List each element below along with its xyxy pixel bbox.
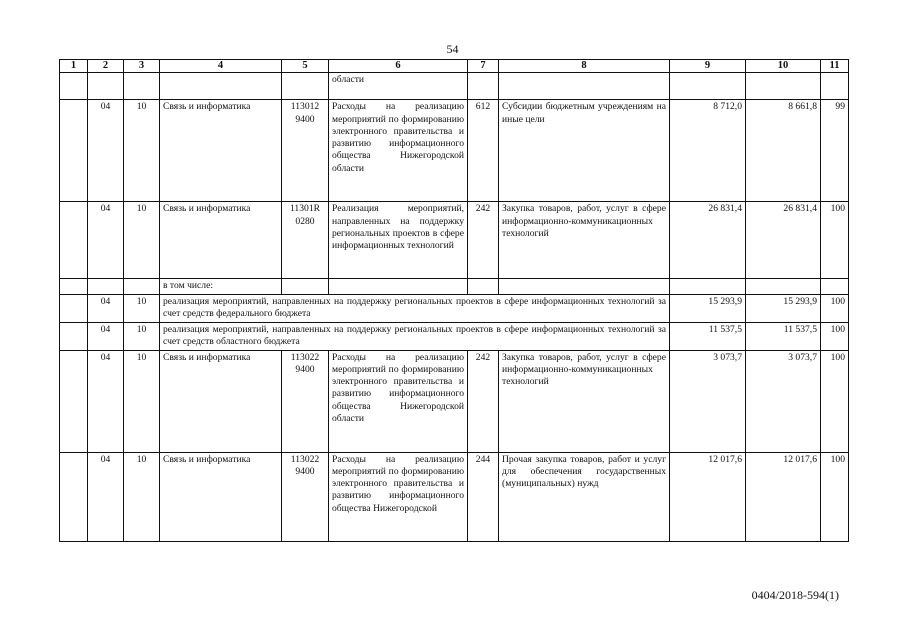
cell-expense-type: 242 (468, 202, 499, 279)
cell (60, 452, 88, 541)
cell-actual: 3 073,7 (746, 350, 821, 452)
cell-percent: 100 (821, 294, 849, 322)
cell (88, 73, 124, 100)
cell (282, 73, 329, 100)
cell (60, 73, 88, 100)
cell-actual: 15 293,9 (746, 294, 821, 322)
cell (88, 279, 124, 294)
cell (60, 322, 88, 350)
table-row (60, 73, 849, 100)
column-header: 2 (88, 60, 124, 73)
cell (821, 279, 849, 294)
cell-subsection: 10 (124, 100, 160, 202)
cell-name: Связь и информатика (160, 202, 282, 279)
column-header: 1 (60, 60, 88, 73)
cell-actual: 8 661,8 (746, 100, 821, 202)
cell-target-code: 113022 9400 (282, 350, 329, 452)
cell-planned: 11 537,5 (670, 322, 746, 350)
cell (499, 279, 670, 294)
cell-section: 04 (88, 202, 124, 279)
cell-expense-type: 612 (468, 100, 499, 202)
cell-section: 04 (88, 100, 124, 202)
cell-subsection: 10 (124, 294, 160, 322)
cell-section: 04 (88, 350, 124, 452)
cell-expense-name: Прочая закупка товаров, работ и услуг для обеспечения государственных (муниципальных) нужд (499, 452, 670, 541)
cell-percent: 100 (821, 322, 849, 350)
column-header: 4 (160, 60, 282, 73)
cell (60, 294, 88, 322)
table-row (60, 294, 849, 322)
page-number: 54 (446, 42, 459, 56)
cell (60, 350, 88, 452)
cell (329, 279, 468, 294)
cell-name: Связь и информатика (160, 452, 282, 541)
cell (821, 73, 849, 100)
cell-planned: 26 831,4 (670, 202, 746, 279)
cell (124, 279, 160, 294)
column-header: 5 (282, 60, 329, 73)
cell-expense-name: Закупка товаров, работ, услуг в сфере информационно-коммуникационных технологий (499, 202, 670, 279)
cell (60, 100, 88, 202)
cell-planned: 15 293,9 (670, 294, 746, 322)
cell-including-label: в том числе: (160, 279, 282, 294)
cell (746, 279, 821, 294)
column-header: 7 (468, 60, 499, 73)
cell-actual: 12 017,6 (746, 452, 821, 541)
cell (468, 73, 499, 100)
document-code: 0404/2018-594(1) (751, 588, 839, 602)
cell-actual: 11 537,5 (746, 322, 821, 350)
cell-merged-description: реализация мероприятий, направленных на поддержку региональных проектов в сфере информационных технологий за счет средств федерального бюджета (160, 294, 670, 322)
cell-description: Расходы на реализацию мероприятий по формированию электронного правительства и развитию информационного общества Нижегородской области (329, 100, 468, 202)
cell-description: Расходы на реализацию мероприятий по формированию электронного правительства и развитию информационного общества Нижегородской (329, 452, 468, 541)
table-row (60, 350, 849, 452)
cell-subsection: 10 (124, 322, 160, 350)
cell-planned: 8 712,0 (670, 100, 746, 202)
table-row (60, 202, 849, 279)
budget-table (59, 59, 849, 542)
cell-name: Связь и информатика (160, 100, 282, 202)
column-header: 11 (821, 60, 849, 73)
cell-percent: 100 (821, 350, 849, 452)
cell-description: области (329, 73, 468, 100)
cell-subsection: 10 (124, 452, 160, 541)
table-header-row (60, 60, 849, 73)
cell (60, 202, 88, 279)
cell (60, 279, 88, 294)
cell-expense-type: 244 (468, 452, 499, 541)
column-header: 9 (670, 60, 746, 73)
cell-subsection: 10 (124, 350, 160, 452)
cell-planned: 12 017,6 (670, 452, 746, 541)
column-header: 6 (329, 60, 468, 73)
cell-section: 04 (88, 294, 124, 322)
cell-target-code: 113022 9400 (282, 452, 329, 541)
cell (160, 73, 282, 100)
cell-subsection: 10 (124, 202, 160, 279)
cell (282, 279, 329, 294)
cell-expense-name: Субсидии бюджетным учреждениям на иные цели (499, 100, 670, 202)
table-row (60, 279, 849, 294)
table-row (60, 322, 849, 350)
table-row (60, 100, 849, 202)
cell-section: 04 (88, 322, 124, 350)
cell (468, 279, 499, 294)
cell-description: Расходы на реализацию мероприятий по формированию электронного правительства и развитию информационного общества Нижегородской области (329, 350, 468, 452)
cell-name: Связь и информатика (160, 350, 282, 452)
column-header: 3 (124, 60, 160, 73)
cell (670, 279, 746, 294)
cell-description: Реализация мероприятий, направленных на поддержку региональных проектов в сфере информационных технологий (329, 202, 468, 279)
cell-merged-description: реализация мероприятий, направленных на поддержку региональных проектов в сфере информационных технологий за счет средств областного бюджета (160, 322, 670, 350)
column-header: 10 (746, 60, 821, 73)
cell-planned: 3 073,7 (670, 350, 746, 452)
cell-percent: 99 (821, 100, 849, 202)
cell (124, 73, 160, 100)
cell-target-code: 11301R 0280 (282, 202, 329, 279)
cell-percent: 100 (821, 452, 849, 541)
cell-expense-type: 242 (468, 350, 499, 452)
table-row (60, 452, 849, 541)
cell-actual: 26 831,4 (746, 202, 821, 279)
cell (499, 73, 670, 100)
cell-percent: 100 (821, 202, 849, 279)
column-header: 8 (499, 60, 670, 73)
cell (670, 73, 746, 100)
cell (746, 73, 821, 100)
cell-target-code: 113012 9400 (282, 100, 329, 202)
cell-section: 04 (88, 452, 124, 541)
cell-expense-name: Закупка товаров, работ, услуг в сфере информационно-коммуникационных технологий (499, 350, 670, 452)
